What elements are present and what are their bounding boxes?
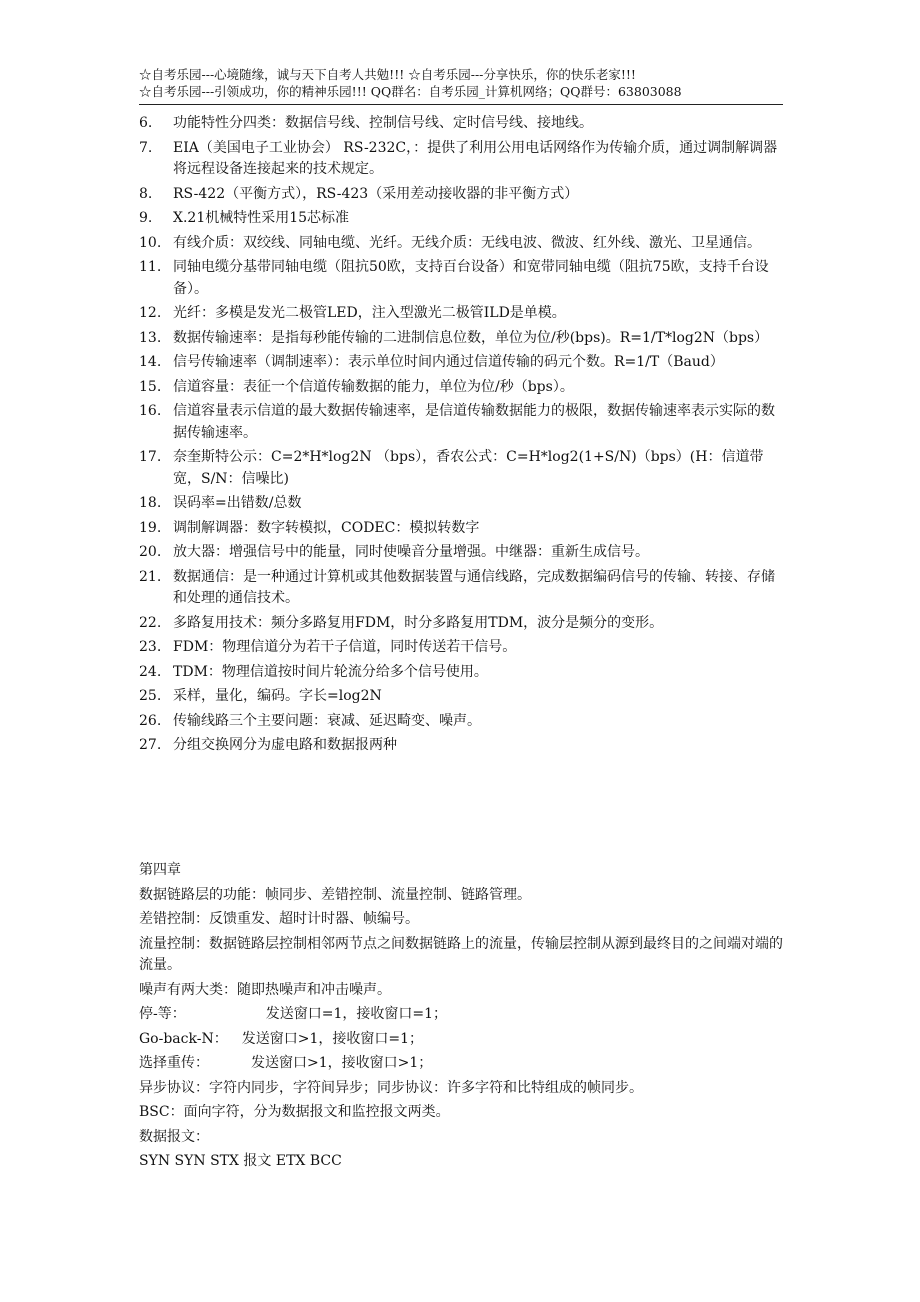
list-item [139, 377, 787, 399]
list-item [139, 711, 787, 733]
list-item [139, 662, 787, 684]
list-item [139, 303, 787, 325]
list-item-number: 20. [139, 544, 162, 560]
list-item-number: 16. [139, 403, 162, 419]
paragraph: 噪声有两大类：随即热噪声和冲击噪声。 [139, 981, 391, 998]
list-item-number: 25. [139, 688, 162, 704]
list-item-number: 22. [139, 614, 162, 631]
list-item-text: 数据通信：是一种通过计算机或其他数据装置与通信线路，完成数据编码信号的传输、转接、存储和处理的通信技术。 [173, 568, 775, 606]
list-item-text: 放大器：增强信号中的能量，同时使噪音分量增强。中继器：重新生成信号。 [173, 544, 649, 560]
paragraph: 异步协议：字符内同步，字符间异步；同步协议：许多字符和比特组成的帧同步。 [139, 1079, 643, 1096]
header-divider [139, 104, 783, 105]
page-header [139, 66, 783, 100]
chapter-title: 第四章 [139, 862, 181, 878]
list-item [139, 257, 787, 300]
list-item-text: 信道容量：表征一个信道传输数据的能力，单位为位/秒（bps）。 [173, 378, 574, 395]
list-item-number: 23. [139, 639, 162, 655]
list-item-text: FDM：物理信道分为若干子信道，同时传送若干信号。 [173, 639, 517, 655]
list-item-number: 6. [139, 115, 153, 131]
window-row [139, 1053, 787, 1075]
window-row-value: 发送窗口=1，接收窗口=1； [265, 1006, 448, 1022]
window-row [139, 1029, 787, 1051]
list-item-number: 15. [139, 378, 162, 395]
list-item-text: 误码率=出错数/总数 [173, 495, 302, 511]
window-row-value: 发送窗口>1，接收窗口=1； [241, 1030, 423, 1047]
list-item-number: 26. [139, 712, 162, 729]
list-item [139, 735, 787, 757]
list-item-text: X.21机械特性采用15芯标准 [173, 210, 350, 226]
list-item-text: 传输线路三个主要问题：衰减、延迟畸变、噪声。 [173, 712, 481, 729]
list-item-text: 信道容量表示信道的最大数据传输速率，是信道传输数据能力的极限，数据传输速率表示实际的数据传输速率。 [173, 403, 775, 441]
paragraph: 流量控制：数据链路层控制相邻两节点之间数据链路上的流量，传输层控制从源到最终目的之间端对端的流量。 [139, 935, 783, 973]
window-row-value: 发送窗口>1，接收窗口>1； [251, 1055, 433, 1071]
list-item-number: 18. [139, 495, 162, 511]
list-item-number: 11. [139, 259, 162, 275]
list-item-number: 7. [139, 139, 153, 156]
list-item [139, 138, 787, 181]
list-item-text: 信号传输速率（调制速率）：表示单位时间内通过信道传输的码元个数。R=1/T（Baud） [173, 354, 724, 370]
list-item [139, 113, 787, 135]
list-item-number: 19. [139, 519, 162, 536]
list-item-text: TDM：物理信道按时间片轮流分给多个信号使用。 [173, 663, 488, 680]
list-item-text: 有线介质：双绞线、同轴电缆、光纤。无线介质：无线电波、微波、红外线、激光、卫星通信。 [173, 234, 761, 251]
list-item-text: 分组交换网分为虚电路和数据报两种 [173, 737, 397, 753]
list-item-text: 同轴电缆分基带同轴电缆（阻抗50欧，支持百台设备）和宽带同轴电缆（阻抗75欧，支持千台设备）。 [173, 259, 769, 297]
paragraph: 数据链路层的功能：帧同步、差错控制、流量控制、链路管理。 [139, 886, 531, 903]
header-line-1: ☆自考乐园---心境随缘，诚与天下自考人共勉!!! ☆自考乐园---分享快乐，你的快乐老家!!! [139, 67, 636, 82]
list-item-text: 多路复用技术：频分多路复用FDM，时分多路复用TDM，波分是频分的变形。 [173, 614, 664, 631]
list-item [139, 352, 787, 374]
list-item [139, 686, 787, 708]
list-item-number: 21. [139, 568, 162, 585]
list-item-text: EIA（美国电子工业协会） RS-232C，：提供了利用公用电话网络作为传输介质，通过调制解调器将远程设备连接起来的技术规定。 [173, 139, 778, 177]
list-item-text: RS-422（平衡方式），RS-423（采用差动接收器的非平衡方式） [173, 185, 579, 202]
list-item [139, 233, 787, 255]
list-item [139, 493, 787, 515]
list-item [139, 447, 787, 490]
list-item [139, 567, 787, 610]
list-item [139, 518, 787, 540]
paragraph: 差错控制：反馈重发、超时计时器、帧编号。 [139, 911, 419, 927]
list-item-number: 17. [139, 449, 162, 465]
list-item-number: 8. [139, 185, 153, 202]
list-item-text: 采样，量化，编码。字长=log2N [173, 688, 382, 704]
list-item [139, 208, 787, 230]
list-item [139, 328, 787, 350]
numbered-list [139, 113, 787, 760]
list-item-text: 数据传输速率：是指每秒能传输的二进制信息位数，单位为位/秒(bps)。R=1/T*log2N（bps） [173, 329, 769, 346]
window-row-label: 选择重传： [139, 1055, 209, 1071]
list-item [139, 613, 787, 635]
paragraph: 数据报文： [139, 1128, 209, 1145]
list-item-text: 奈奎斯特公示：C=2*H*log2N （bps），香农公式：C=H*log2(1+S/N)（bps）(H：信道带宽，S/N：信噪比) [173, 449, 764, 487]
list-item-number: 27. [139, 737, 162, 753]
list-item-number: 24. [139, 663, 162, 680]
list-item-text: 调制解调器：数字转模拟，CODEC：模拟转数字 [173, 519, 480, 536]
list-item-number: 12. [139, 305, 162, 321]
window-row-label: Go-back-N： [139, 1030, 228, 1047]
header-line-2: ☆自考乐园---引领成功，你的精神乐园!!! QQ群名：自考乐园_计算机网络；QQ群号：63803088 [139, 84, 682, 99]
list-item [139, 401, 787, 444]
list-item [139, 542, 787, 564]
list-item [139, 184, 787, 206]
list-item-number: 13. [139, 329, 162, 346]
list-item [139, 637, 787, 659]
paragraph: BSC：面向字符，分为数据报文和监控报文两类。 [139, 1104, 450, 1120]
window-row-label: 停-等： [139, 1006, 186, 1022]
list-item-text: 功能特性分四类：数据信号线、控制信号线、定时信号线、接地线。 [173, 115, 593, 131]
frame-format: SYN SYN STX 报文 ETX BCC [139, 1153, 342, 1169]
window-row [139, 1004, 787, 1026]
list-item-number: 10. [139, 234, 162, 251]
list-item-number: 14. [139, 354, 162, 370]
chapter-section [139, 860, 787, 1176]
list-item-text: 光纤：多模是发光二极管LED，注入型激光二极管ILD是单模。 [173, 305, 566, 321]
list-item-number: 9. [139, 210, 153, 226]
